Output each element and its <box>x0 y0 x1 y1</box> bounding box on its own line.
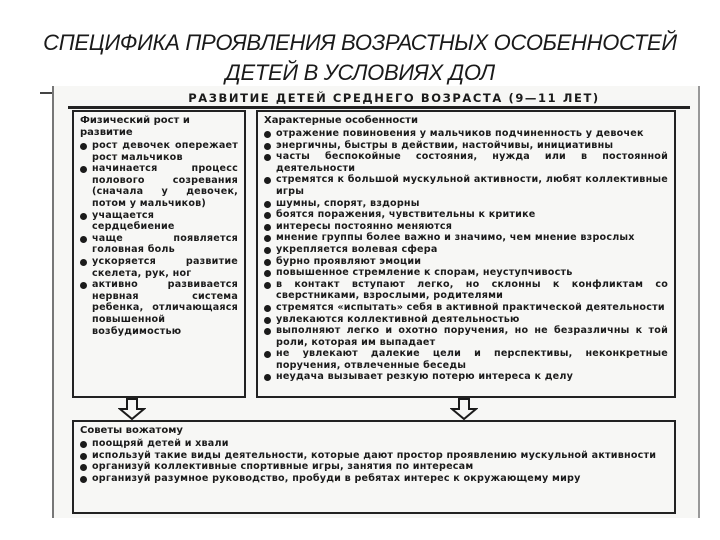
list-item: чаще появляется головная боль <box>80 233 238 256</box>
bullet-icon <box>264 177 271 184</box>
bullet-icon <box>264 201 271 208</box>
counselor-advice-box <box>72 420 676 514</box>
down-arrow-shape <box>452 399 476 419</box>
list-item: энергичны, быстры в действии, настойчивы, инициативны <box>264 140 668 152</box>
bullet-icon <box>80 166 87 173</box>
list-item: интересы постоянно меняются <box>264 221 668 233</box>
bullet-icon <box>80 259 87 266</box>
list-item: бурно проявляют эмоции <box>264 256 668 268</box>
down-arrow-shape <box>120 399 144 419</box>
list-item: выполняют легко и охотно поручения, но не безразличны к той роли, которая им выпадает <box>264 325 668 348</box>
list-item: шумны, спорят, вздорны <box>264 198 668 210</box>
bullet-icon <box>80 282 87 289</box>
list-item: учащается сердцебиение <box>80 210 238 233</box>
bullet-icon <box>80 453 87 460</box>
list-item: рост девочек опережает рост мальчиков <box>80 140 238 163</box>
list-item: начинается процесс полового созревания (сначала у девочек, потом у мальчиков) <box>80 163 238 209</box>
list-item: не увлекают далекие цели и перспективы, неконкретные поручения, отвлеченные беседы <box>264 348 668 371</box>
bullet-icon <box>264 317 271 324</box>
list-item: увлекаются коллективной деятельностью <box>264 314 668 326</box>
scanned-table <box>52 86 700 518</box>
list-item: поощряй детей и хвали <box>80 438 668 450</box>
list-item: повышенное стремление к спорам, неуступчивость <box>264 267 668 279</box>
bullet-icon <box>264 212 271 219</box>
bullet-icon <box>80 213 87 220</box>
down-arrow-icon <box>118 398 146 420</box>
list-item: используй такие виды деятельности, которые дают простор проявлению мускульной активности <box>80 450 668 462</box>
list-item: ускоряется развитие скелета, рук, ног <box>80 256 238 279</box>
list-item: стремятся «испытать» себя в активной практической деятельности <box>264 302 668 314</box>
counselor-advice-list <box>80 438 668 484</box>
bullet-icon <box>80 236 87 243</box>
bullet-icon <box>264 154 271 161</box>
bullet-icon <box>264 374 271 381</box>
scan-heading: РАЗВИТИЕ ДЕТЕЙ СРЕДНЕГО ВОЗРАСТА (9—11 ЛЕТ) <box>188 91 600 105</box>
bullet-icon <box>264 131 271 138</box>
characteristics-box <box>256 110 676 398</box>
bullet-icon <box>264 259 271 266</box>
list-item: неудача вызывает резкую потерю интереса к делу <box>264 371 668 383</box>
list-item: боятся поражения, чувствительны к критике <box>264 209 668 221</box>
characteristics-heading: Характерные особенности <box>264 115 418 126</box>
bullet-icon <box>80 441 87 448</box>
down-arrow-icon <box>450 398 478 420</box>
physical-growth-list <box>80 140 238 337</box>
bullet-icon <box>264 224 271 231</box>
bullet-icon <box>264 143 271 150</box>
physical-growth-heading: Физический рост и развитие <box>80 115 190 138</box>
list-item: организуй коллективные спортивные игры, занятия по интересам <box>80 461 668 473</box>
bullet-icon <box>80 143 87 150</box>
bullet-icon <box>264 351 271 358</box>
list-item: укрепляется волевая сфера <box>264 244 668 256</box>
frame-top-rule <box>68 106 690 109</box>
counselor-advice-heading: Советы вожатому <box>80 425 183 436</box>
bullet-icon <box>80 476 87 483</box>
bullet-icon <box>264 235 271 242</box>
list-item: организуй разумное руководство, пробуди в ребятах интерес к окружающему миру <box>80 473 668 485</box>
bullet-icon <box>264 328 271 335</box>
bullet-icon <box>264 282 271 289</box>
bullet-icon <box>80 464 87 471</box>
slide-title <box>20 28 700 88</box>
list-item: стремятся к большой мускульной активности, любят коллективные игры <box>264 174 668 197</box>
bullet-icon <box>264 270 271 277</box>
bullet-icon <box>264 305 271 312</box>
slide-title-line-2: ДЕТЕЙ В УСЛОВИЯХ ДОЛ <box>225 60 495 85</box>
list-item: мнение группы более важно и значимо, чем мнение взрослых <box>264 232 668 244</box>
list-item: часты беспокойные состояния, нужда или в постоянной деятельности <box>264 151 668 174</box>
list-item: отражение повиновения у мальчиков подчиненность у девочек <box>264 128 668 140</box>
list-item: активно развивается нервная система ребенка, отличающаяся повышенной возбудимостью <box>80 279 238 337</box>
slide-title-line-1: СПЕЦИФИКА ПРОЯВЛЕНИЯ ВОЗРАСТНЫХ ОСОБЕННОСТЕЙ <box>43 30 677 55</box>
characteristics-list <box>264 128 668 383</box>
physical-growth-box <box>72 110 246 398</box>
bullet-icon <box>264 247 271 254</box>
list-item: в контакт вступают легко, но склонны к конфликтам со сверстниками, взрослыми, родителями <box>264 279 668 302</box>
